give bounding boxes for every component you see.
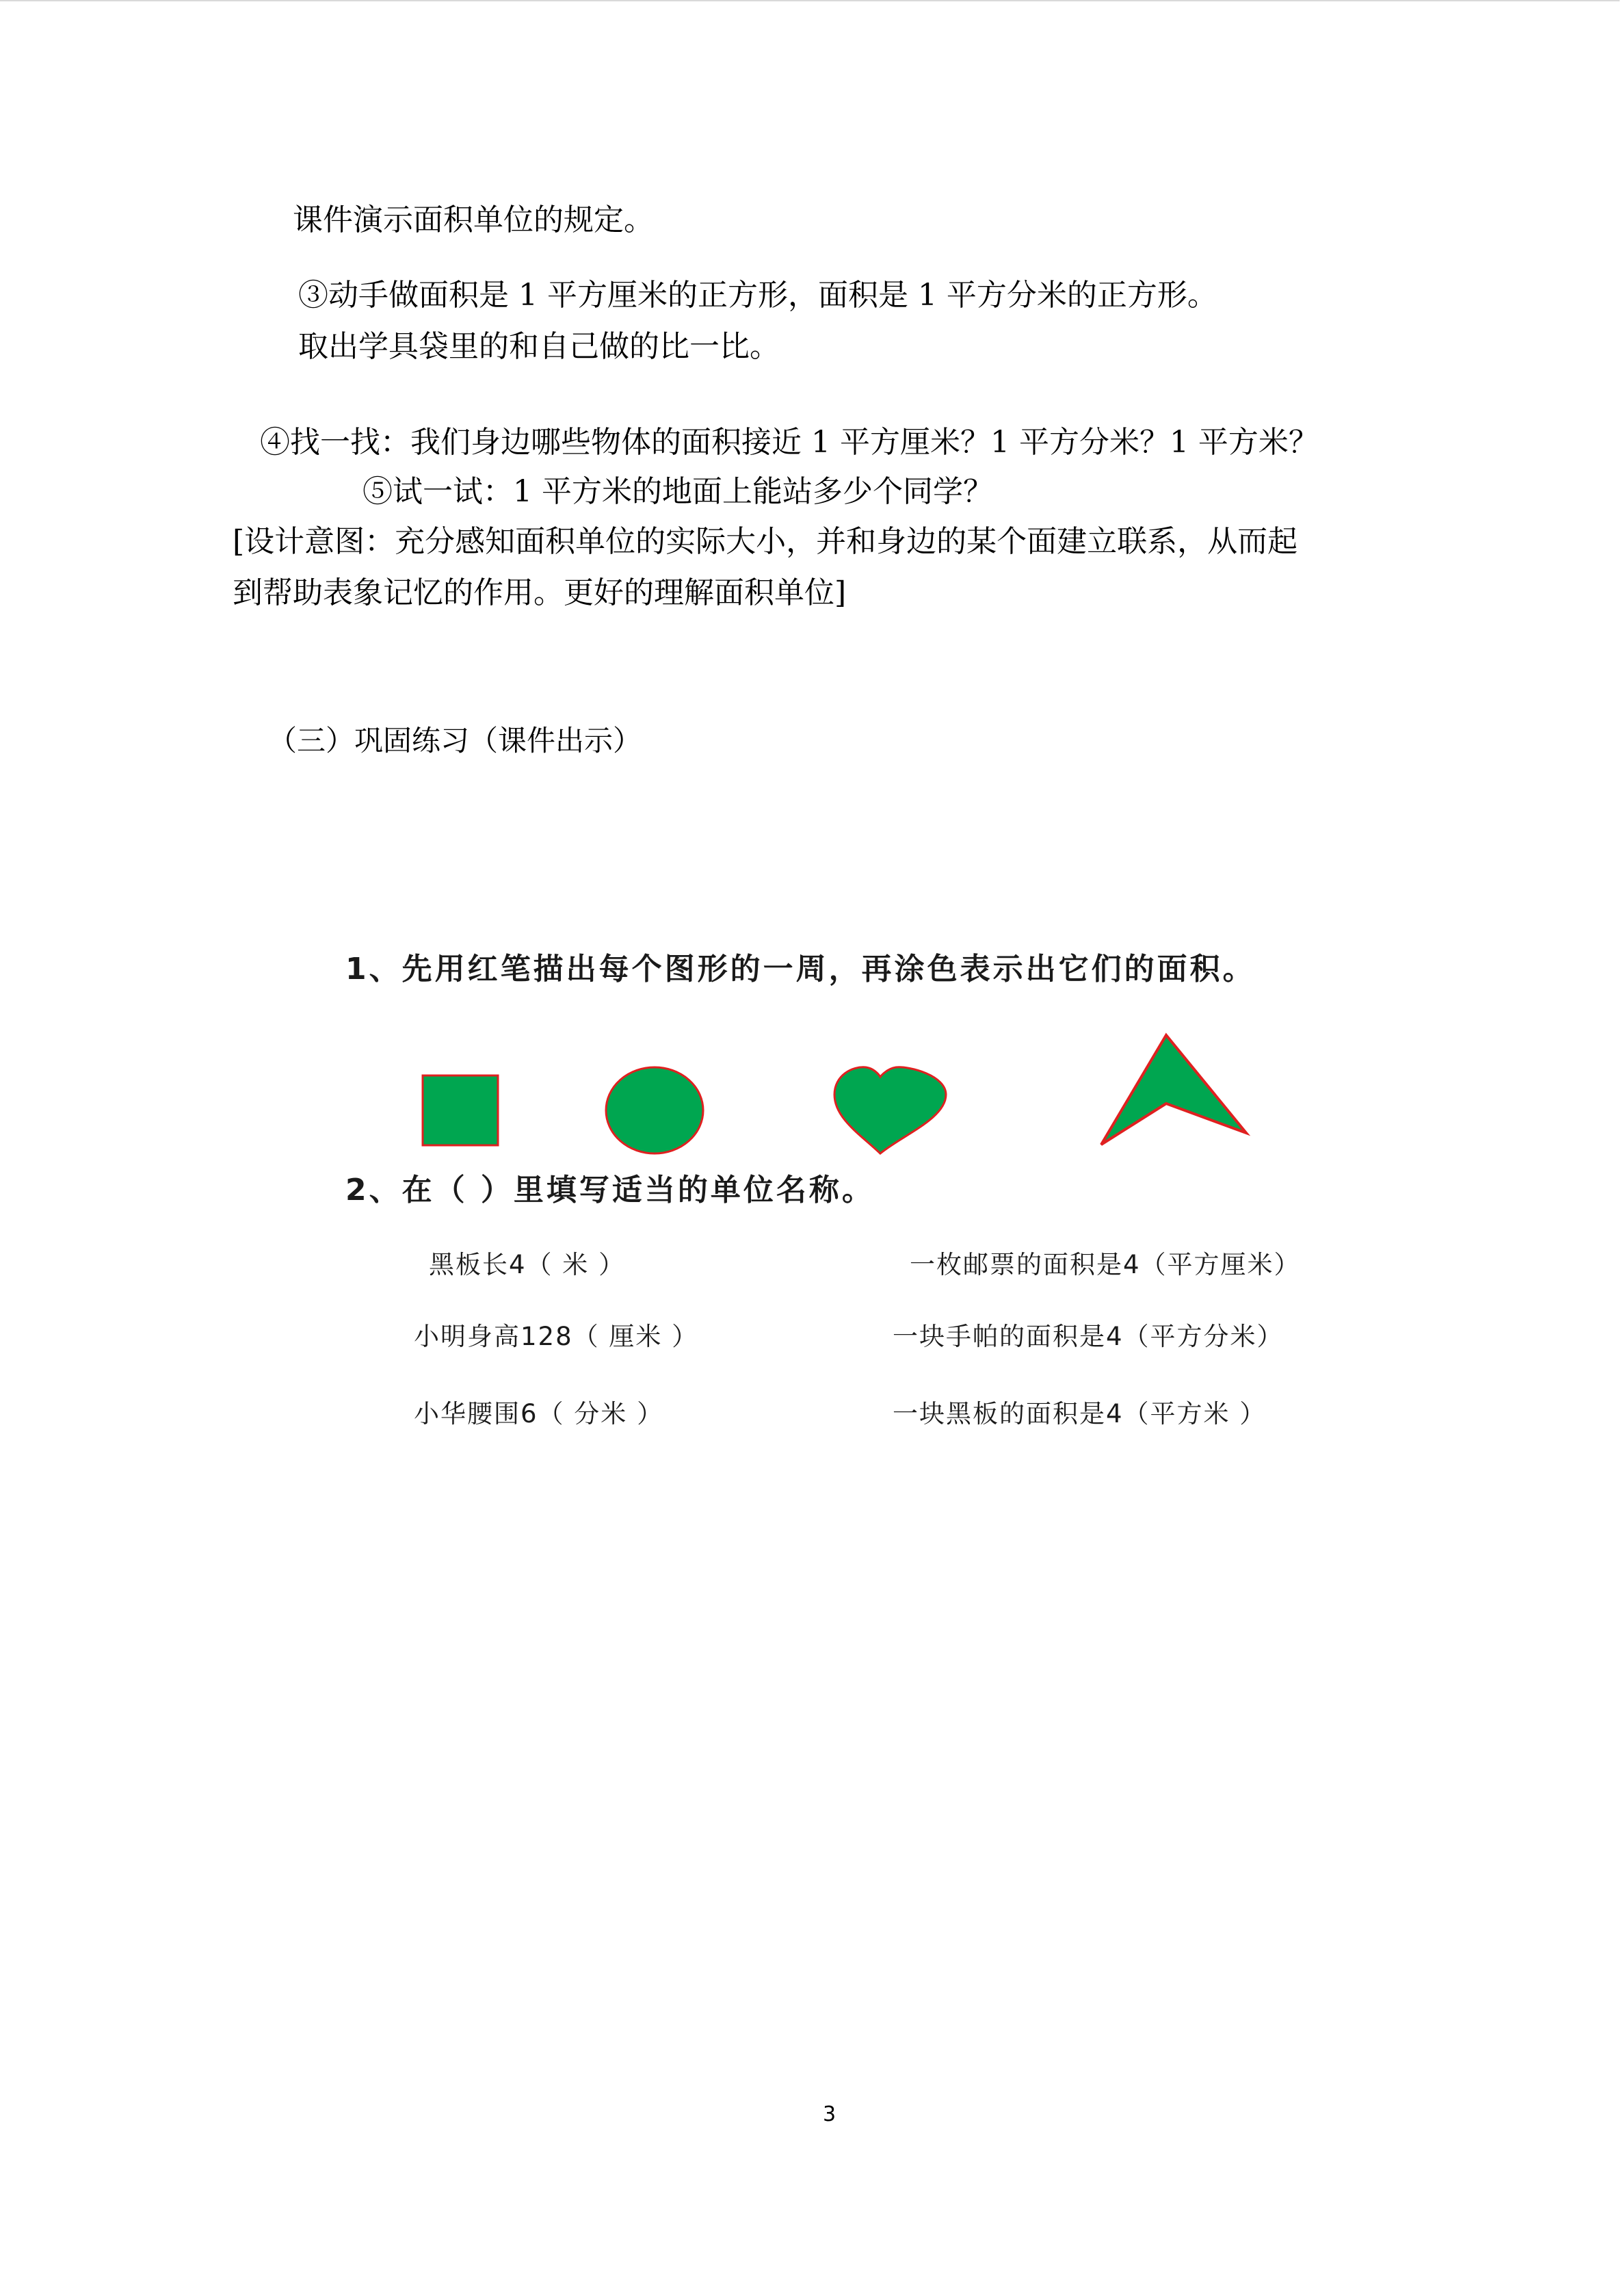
section-heading: （三）巩固练习（课件出示） (268, 724, 642, 757)
answer-left-3: 小华腰围6（ 分米 ） (414, 1399, 664, 1429)
green-circle-shape (606, 1067, 703, 1153)
design-intent-line-2: 到帮助表象记忆的作用。更好的理解面积单位] (233, 575, 847, 610)
answer-left-2: 小明身高128（ 厘米 ） (414, 1322, 699, 1351)
page-number: 3 (823, 2102, 836, 2126)
exercise-question-2: 2、在（ ）里填写适当的单位名称。 (345, 1173, 875, 1208)
text-line-5: ⑤试一试：1 平方米的地面上能站多少个同学？ (363, 474, 993, 509)
green-arrowhead-shape (1101, 1035, 1246, 1145)
answer-right-1: 一枚邮票的面积是4（平方厘米） (910, 1250, 1301, 1279)
green-heart-shape (834, 1067, 946, 1153)
answer-left-1: 黑板长4（ 米 ） (429, 1250, 626, 1279)
green-square-shape (423, 1075, 498, 1145)
text-line-2: ③动手做面积是 1 平方厘米的正方形，面积是 1 平方分米的正方形。 (298, 278, 1217, 313)
answer-right-2: 一块手帕的面积是4（平方分米） (893, 1322, 1284, 1351)
text-line-3: 取出学具袋里的和自己做的比一比。 (298, 329, 780, 364)
answer-right-3: 一块黑板的面积是4（平方米 ） (893, 1399, 1267, 1429)
text-line-4: ④找一找：我们身边哪些物体的面积接近 1 平方厘米？1 平方分米？1 平方米？ (260, 425, 1319, 460)
text-line-1: 课件演示面积单位的规定。 (293, 203, 654, 237)
design-intent-line-1: [设计意图：充分感知面积单位的实际大小，并和身边的某个面建立联系，从而起 (233, 524, 1298, 559)
exercise-question-1: 1、先用红笔描出每个图形的一周，再涂色表示出它们的面积。 (345, 952, 1256, 987)
